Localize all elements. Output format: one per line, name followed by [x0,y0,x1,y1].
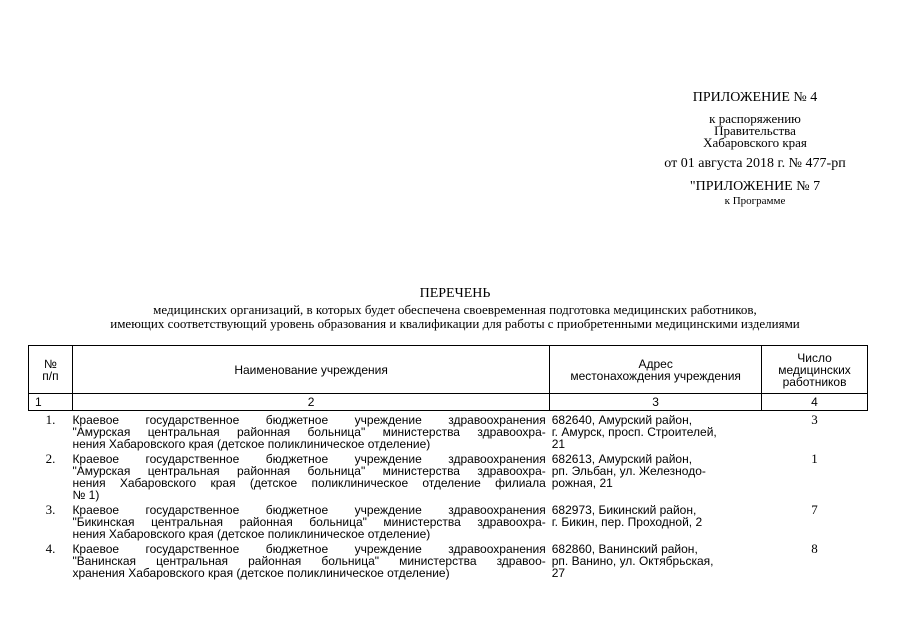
appendix-line-2: Правительства [714,123,796,138]
address-line: рп. Эльбан, ул. Железнодо- [551,464,706,478]
table-header-row [29,346,868,394]
organization-name-line: Краевое государственное бюджетное учреждение здравоохранения [72,503,546,517]
header-address [550,346,762,394]
document-heading [40,286,870,330]
column-number: 1 [29,394,73,411]
appendix-line-3: Хабаровского края [703,135,807,150]
row-worker-count: 7 [811,502,818,517]
organization-name-line: "Ванинская центральная районная больница" министерства здравоо- [72,554,546,568]
row-address [550,450,762,501]
organization-name-line: "Амурская центральная районная больница" министерства здравоохра- [72,464,546,478]
appendix-order: от 01 августа 2018 г. № 477-рп [664,156,846,171]
row-organization-name [72,450,549,501]
row-worker-count: 8 [811,541,818,556]
column-number: 4 [762,394,868,411]
heading-line-2: имеющих соответствующий уровень образования и квалификации для работы с приобретенными медицинскими изделиями [110,316,800,331]
organization-name-line: нения Хабаровского края (детское поликлиническое отделение) [72,527,431,541]
address-line: 682860, Ванинский район, [551,542,698,556]
address-line: рожная, 21 [551,476,613,490]
header-count-line-1: Число [797,350,832,365]
address-line: 21 [551,437,566,451]
table-row [29,450,868,501]
address-line: 682640, Амурский район, [551,413,693,427]
organization-name-line: "Бикинская центральная районная больница" министерства здравоохра- [72,515,546,529]
row-organization-name [72,411,549,451]
address-line: 682973, Бикинский район, [551,503,697,517]
table-column-numbers-row [29,394,868,411]
header-name: Наименование учреждения [72,346,549,394]
address-line: 682613, Амурский район, [551,452,693,466]
appendix-sub-line: к Программе [724,195,786,207]
header-address-line-1: Адрес [638,356,673,371]
row-number: 2. [45,451,56,466]
table-row [29,411,868,451]
organization-name-line: хранения Хабаровского края (детское поликлиническое отделение) [72,566,450,580]
header-count [762,346,868,394]
appendix-block [640,90,870,207]
table-row [29,501,868,540]
row-address [550,501,762,540]
organization-name-line: Краевое государственное бюджетное учреждение здравоохранения [72,452,546,466]
row-organization-name [72,501,549,540]
header-num-line-1: № [44,356,57,371]
row-address [550,540,762,579]
row-address [550,411,762,451]
organization-name-line: нения Хабаровского края (детское поликлиническое отделение филиала [72,476,546,490]
row-number: 1. [45,412,56,427]
table-row [29,540,868,579]
organization-name-line: Краевое государственное бюджетное учреждение здравоохранения [72,413,546,427]
organizations-table [28,345,868,579]
appendix-title: ПРИЛОЖЕНИЕ № 4 [692,90,818,105]
appendix-sub-title: "ПРИЛОЖЕНИЕ № 7 [689,179,821,194]
organization-name-line: Краевое государственное бюджетное учреждение здравоохранения [72,542,546,556]
address-line: рп. Ванино, ул. Октябрьская, [551,554,714,568]
organization-name-line: "Амурская центральная районная больница" министерства здравоохра- [72,425,546,439]
row-number: 3. [45,502,56,517]
header-count-line-2: медицинских [778,362,851,377]
row-organization-name [72,540,549,579]
organization-name-line: № 1) [72,488,100,502]
column-number: 3 [550,394,762,411]
address-line: г. Бикин, пер. Проходной, 2 [551,515,703,529]
address-line: 27 [551,566,566,580]
column-number: 2 [72,394,549,411]
header-address-line-2: местонахождения учреждения [570,368,741,383]
table-body [29,411,868,580]
header-num-line-2: п/п [42,368,59,383]
appendix-line-1: к распоряжению [709,111,801,126]
organization-name-line: нения Хабаровского края (детское поликлиническое отделение) [72,437,431,451]
row-worker-count: 3 [811,412,818,427]
heading-line-1: медицинских организаций, в которых будет обеспечена своевременная подготовка медицинских работников, [153,302,757,317]
row-worker-count: 1 [811,451,818,466]
header-num [29,346,73,394]
address-line: г. Амурск, просп. Строителей, [551,425,717,439]
header-count-line-3: работников [782,374,847,389]
row-number: 4. [45,541,56,556]
heading-title: ПЕРЕЧЕНЬ [419,286,491,301]
